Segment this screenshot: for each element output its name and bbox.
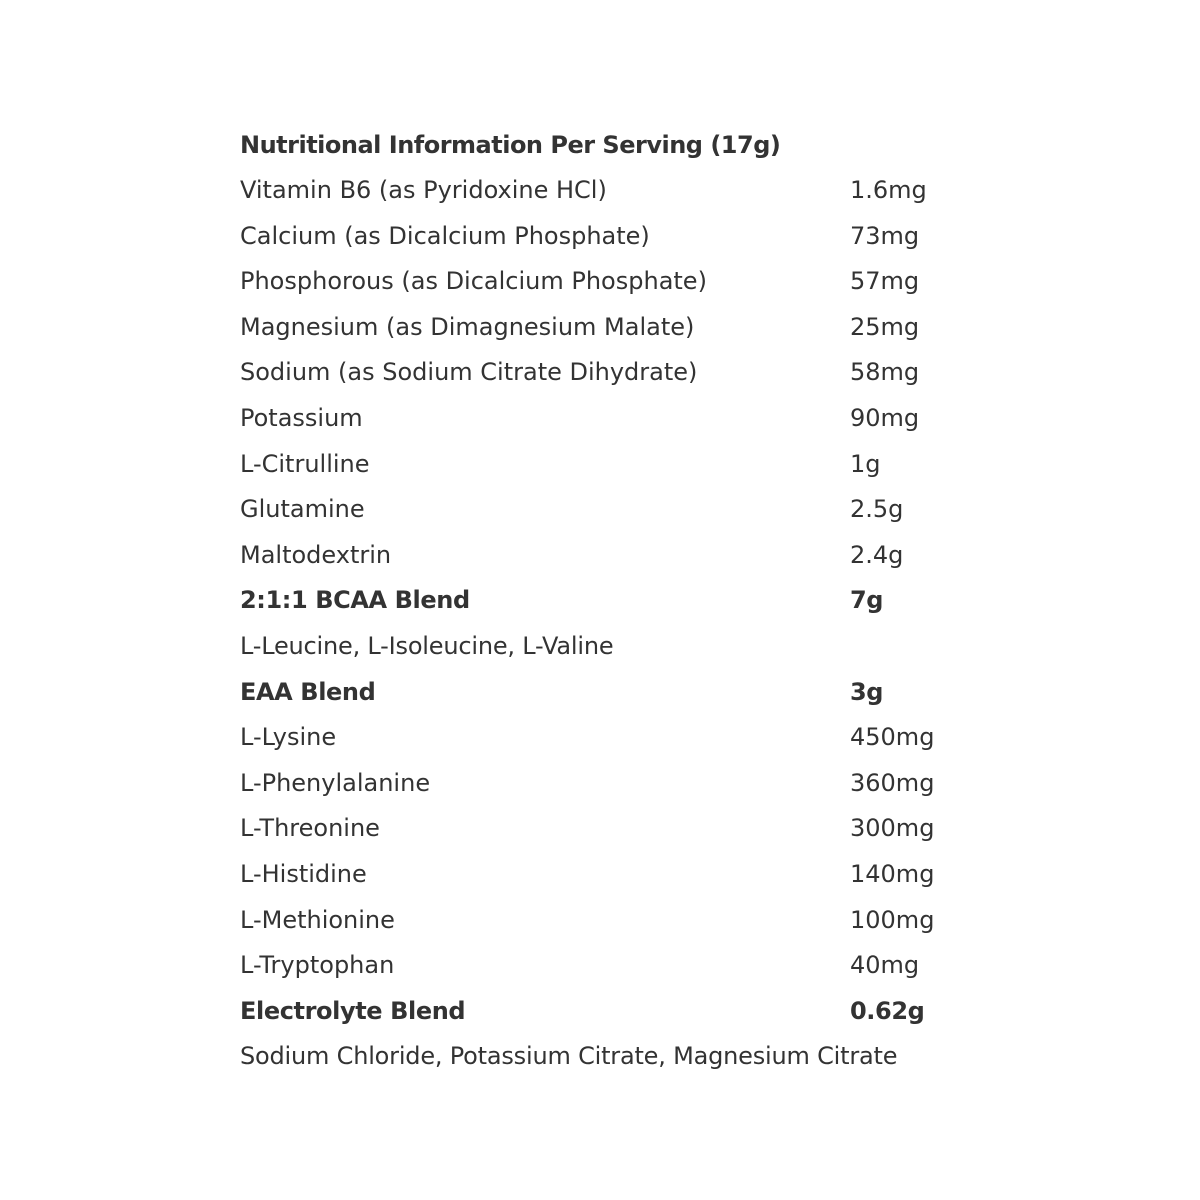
nutrient-amount: 300mg	[850, 814, 935, 843]
nutrient-amount: 25mg	[850, 312, 920, 341]
nutrient-name: L-Tryptophan	[240, 951, 395, 980]
nutrient-name: Vitamin B6 (as Pyridoxine HCl)	[240, 176, 607, 204]
blend-amount: 0.62g	[850, 996, 925, 1025]
nutrient-amount: 1.6mg	[850, 176, 927, 204]
nutrient-name: L-Threonine	[240, 814, 380, 843]
nutrient-amount: 1g	[850, 449, 881, 478]
nutrition-panel	[240, 122, 1000, 1080]
nutrient-amount: 2.5g	[850, 495, 904, 524]
nutrient-amount: 73mg	[850, 221, 920, 250]
nutrient-row	[240, 350, 1000, 396]
nutrient-name: Maltodextrin	[240, 540, 392, 569]
nutrient-row	[240, 852, 1000, 898]
nutrient-row	[240, 396, 1000, 442]
blend-row	[240, 670, 1000, 716]
blend-row	[240, 989, 1000, 1035]
nutrient-row	[240, 442, 1000, 488]
blend-name: EAA Blend	[240, 677, 376, 706]
blend-ingredients-row	[240, 1034, 1000, 1080]
nutrient-amount: 2.4g	[850, 540, 904, 569]
nutrient-name: L-Histidine	[240, 859, 367, 888]
nutrient-name: L-Citrulline	[240, 449, 370, 478]
blend-ingredients: L-Leucine, L-Isoleucine, L-Valine	[240, 631, 614, 660]
nutrient-name: Sodium (as Sodium Citrate Dihydrate)	[240, 358, 698, 387]
nutrient-name: Glutamine	[240, 495, 365, 524]
nutrient-row	[240, 761, 1000, 807]
nutrient-row	[240, 168, 1000, 214]
nutrient-amount: 40mg	[850, 951, 920, 980]
nutrient-amount: 360mg	[850, 768, 935, 797]
nutrient-row	[240, 305, 1000, 351]
blend-row	[240, 578, 1000, 624]
nutrient-name: Magnesium (as Dimagnesium Malate)	[240, 312, 695, 341]
nutrient-amount: 450mg	[850, 723, 935, 752]
nutrient-name: Potassium	[240, 403, 363, 432]
nutrient-row	[240, 533, 1000, 579]
nutrient-amount: 58mg	[850, 358, 920, 387]
nutrient-name: L-Methionine	[240, 905, 395, 934]
nutrient-name: L-Phenylalanine	[240, 768, 431, 797]
blend-amount: 7g	[850, 586, 884, 615]
nutrient-name: L-Lysine	[240, 723, 337, 752]
blend-ingredients-row	[240, 624, 1000, 670]
nutrition-title: Nutritional Information Per Serving (17g)	[240, 131, 781, 159]
nutrient-amount: 90mg	[850, 403, 920, 432]
nutrient-row	[240, 259, 1000, 305]
blend-name: Electrolyte Blend	[240, 996, 466, 1025]
nutrient-row	[240, 898, 1000, 944]
nutrient-name: Phosphorous (as Dicalcium Phosphate)	[240, 267, 707, 296]
nutrient-amount: 100mg	[850, 905, 935, 934]
nutrient-amount: 57mg	[850, 267, 920, 296]
nutrient-amount: 140mg	[850, 859, 935, 888]
blend-amount: 3g	[850, 677, 884, 706]
nutrient-row	[240, 487, 1000, 533]
nutrient-row	[240, 943, 1000, 989]
nutrient-row	[240, 715, 1000, 761]
blend-ingredients: Sodium Chloride, Potassium Citrate, Magnesium Citrate	[240, 1042, 898, 1071]
nutrient-name: Calcium (as Dicalcium Phosphate)	[240, 221, 650, 250]
nutrient-row	[240, 806, 1000, 852]
nutrient-row	[240, 214, 1000, 260]
blend-name: 2:1:1 BCAA Blend	[240, 586, 470, 615]
